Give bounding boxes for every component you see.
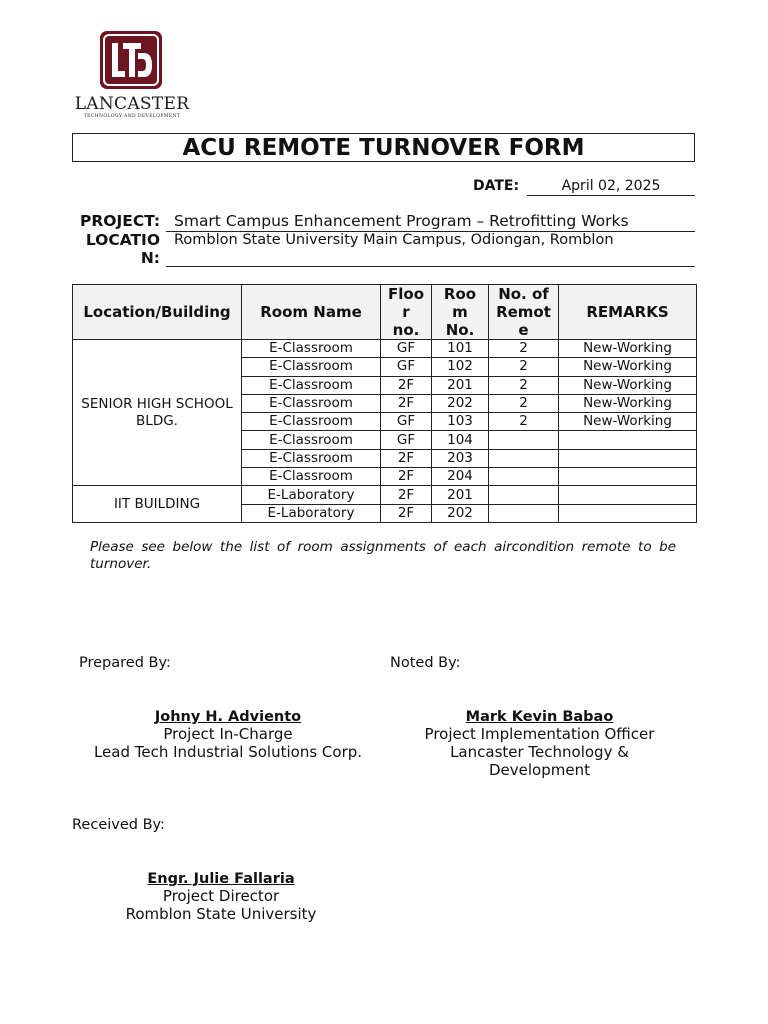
remotes-cell: 2 xyxy=(489,376,559,394)
location-label xyxy=(80,231,160,267)
remarks-cell: New-Working xyxy=(559,376,697,394)
header-remotes-line: Remot xyxy=(496,303,551,321)
received-by-block xyxy=(72,871,370,923)
prepared-by-position: Project In-Charge xyxy=(163,725,293,743)
company-logo-tagline: TECHNOLOGY AND DEVELOPMENT xyxy=(83,114,181,119)
room-no-cell: 202 xyxy=(432,394,489,412)
location-field[interactable]: Romblon State University Main Campus, Odiongan, Romblon xyxy=(174,232,614,248)
room-assignment-table xyxy=(72,284,697,523)
date-field[interactable]: April 02, 2025 xyxy=(527,178,695,196)
received-by-position: Project Director xyxy=(162,887,280,905)
room-name-cell: E-Classroom xyxy=(242,431,381,449)
header-location: Location/Building xyxy=(73,285,242,340)
remotes-cell xyxy=(489,486,559,504)
floor-cell: GF xyxy=(381,413,432,431)
company-logo-name: LANCASTER xyxy=(74,94,190,114)
floor-cell: 2F xyxy=(381,468,432,486)
remarks-cell: New-Working xyxy=(559,358,697,376)
floor-cell: 2F xyxy=(381,486,432,504)
noted-by-company-line1: Lancaster Technology & xyxy=(450,743,629,761)
received-by-company: Romblon State University xyxy=(125,905,317,923)
remotes-cell xyxy=(489,468,559,486)
room-name-cell: E-Classroom xyxy=(242,468,381,486)
building-name-line: SENIOR HIGH SCHOOL xyxy=(81,395,233,412)
prepared-by-company: Lead Tech Industrial Solutions Corp. xyxy=(93,743,363,761)
header-room-no xyxy=(432,285,489,340)
header-floor-line: r xyxy=(402,303,410,321)
remotes-cell xyxy=(489,431,559,449)
header-room-no-line: m xyxy=(452,303,468,321)
floor-cell: 2F xyxy=(381,394,432,412)
location-label-line2: N: xyxy=(140,249,160,267)
noted-by-label: Noted By: xyxy=(390,655,461,671)
room-name-cell: E-Classroom xyxy=(242,413,381,431)
location-label-line1: LOCATIO xyxy=(85,231,160,249)
location-underline xyxy=(166,266,695,267)
project-field[interactable]: Smart Campus Enhancement Program – Retrofitting Works xyxy=(166,212,695,232)
remotes-cell: 2 xyxy=(489,340,559,358)
room-no-cell: 201 xyxy=(432,486,489,504)
received-by-name: Engr. Julie Fallaria xyxy=(147,871,295,887)
form-title: ACU REMOTE TURNOVER FORM xyxy=(72,133,695,162)
project-label: PROJECT: xyxy=(80,212,161,230)
prepared-by-block xyxy=(72,709,384,761)
header-remotes-line: No. of xyxy=(498,285,549,303)
room-name-cell: E-Classroom xyxy=(242,449,381,467)
header-room-no-line: No. xyxy=(445,321,475,339)
remotes-cell: 2 xyxy=(489,358,559,376)
instruction-note: Please see below the list of room assignments of each aircondition remote to be turnover. xyxy=(90,539,676,572)
noted-by-company-line2: Development xyxy=(489,761,590,779)
table-header-row xyxy=(73,285,697,340)
floor-cell: 2F xyxy=(381,504,432,522)
floor-cell: 2F xyxy=(381,449,432,467)
room-no-cell: 202 xyxy=(432,504,489,522)
remarks-cell xyxy=(559,431,697,449)
header-remarks: REMARKS xyxy=(559,285,697,340)
remarks-cell xyxy=(559,468,697,486)
noted-by-name: Mark Kevin Babao xyxy=(465,709,614,725)
remarks-cell xyxy=(559,449,697,467)
header-remotes xyxy=(489,285,559,340)
room-no-cell: 201 xyxy=(432,376,489,394)
remarks-cell xyxy=(559,486,697,504)
noted-by-block xyxy=(384,709,695,779)
floor-cell: 2F xyxy=(381,376,432,394)
company-logo-mark xyxy=(100,31,162,89)
prepared-by-name: Johny H. Adviento xyxy=(154,709,302,725)
room-name-cell: E-Classroom xyxy=(242,340,381,358)
floor-cell: GF xyxy=(381,358,432,376)
room-name-cell: E-Classroom xyxy=(242,376,381,394)
room-no-cell: 102 xyxy=(432,358,489,376)
room-no-cell: 101 xyxy=(432,340,489,358)
floor-cell: GF xyxy=(381,431,432,449)
table-row xyxy=(73,340,697,358)
building-name-line: IIT BUILDING xyxy=(113,495,201,512)
building-cell-shs xyxy=(73,340,242,486)
date-label: DATE: xyxy=(473,178,520,194)
ltd-monogram-icon xyxy=(100,31,162,89)
room-no-cell: 204 xyxy=(432,468,489,486)
header-floor xyxy=(381,285,432,340)
noted-by-position: Project Implementation Officer xyxy=(424,725,655,743)
header-room-name: Room Name xyxy=(242,285,381,340)
room-no-cell: 104 xyxy=(432,431,489,449)
floor-cell: GF xyxy=(381,340,432,358)
prepared-by-label: Prepared By: xyxy=(79,655,171,671)
remotes-cell xyxy=(489,504,559,522)
remarks-cell: New-Working xyxy=(559,413,697,431)
table-row xyxy=(73,486,697,504)
room-no-cell: 203 xyxy=(432,449,489,467)
remotes-cell xyxy=(489,449,559,467)
header-remotes-line: e xyxy=(518,321,529,339)
header-room-no-line: Roo xyxy=(443,285,477,303)
received-by-label: Received By: xyxy=(72,817,165,833)
room-name-cell: E-Laboratory xyxy=(242,504,381,522)
header-floor-line: no. xyxy=(392,321,420,339)
room-name-cell: E-Classroom xyxy=(242,394,381,412)
room-name-cell: E-Classroom xyxy=(242,358,381,376)
remarks-cell: New-Working xyxy=(559,394,697,412)
room-no-cell: 103 xyxy=(432,413,489,431)
remotes-cell: 2 xyxy=(489,394,559,412)
building-name-line: BLDG. xyxy=(136,412,178,429)
building-cell-iit xyxy=(73,486,242,523)
remotes-cell: 2 xyxy=(489,413,559,431)
remarks-cell xyxy=(559,504,697,522)
room-name-cell: E-Laboratory xyxy=(242,486,381,504)
header-floor-line: Floo xyxy=(388,285,424,303)
remarks-cell: New-Working xyxy=(559,340,697,358)
